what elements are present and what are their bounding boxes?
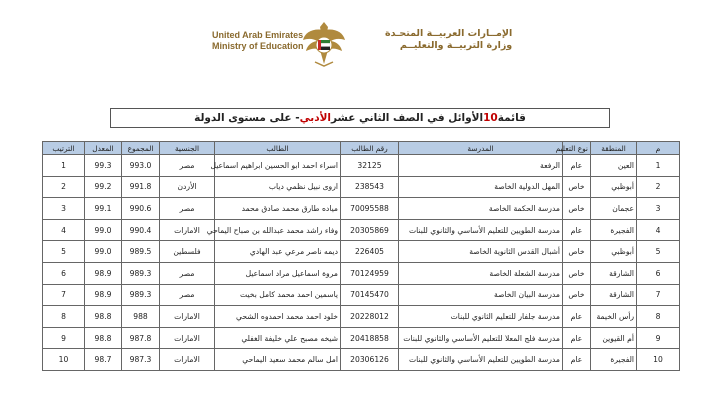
row-number: 7 xyxy=(637,284,680,306)
table-row xyxy=(43,219,680,241)
cell-student-id: 20418858 xyxy=(341,327,399,349)
title-count: 10 xyxy=(483,112,498,124)
cell-total: 990.4 xyxy=(122,219,160,241)
cell-type: عام xyxy=(563,349,591,371)
cell-region: الشارقة xyxy=(591,284,637,306)
header-student-id: رقم الطالب xyxy=(341,142,399,155)
cell-school: مدرسة الطويين للتعليم الأساسي والثانوي للبنات xyxy=(399,219,563,241)
cell-rank: 2 xyxy=(43,176,85,198)
cell-student: ياسمين احمد محمد كامل بخيت xyxy=(215,284,341,306)
cell-nationality: مصر xyxy=(160,262,215,284)
table-row xyxy=(43,241,680,263)
cell-school: مدرسة فلج المعلا للتعليم الأساسي والثانوي للبنات xyxy=(399,327,563,349)
cell-total: 991.8 xyxy=(122,176,160,198)
title-part1: قائمة xyxy=(497,112,526,124)
cell-total: 990.6 xyxy=(122,198,160,220)
row-number: 10 xyxy=(637,349,680,371)
table-header-row xyxy=(43,142,680,155)
cell-type: عام xyxy=(563,155,591,177)
cell-rank: 3 xyxy=(43,198,85,220)
row-number: 3 xyxy=(637,198,680,220)
table-row xyxy=(43,155,680,177)
cell-type: خاص xyxy=(563,241,591,263)
cell-rank: 5 xyxy=(43,241,85,263)
cell-region: أبوظبي xyxy=(591,176,637,198)
cell-total: 987.8 xyxy=(122,327,160,349)
row-number: 9 xyxy=(637,327,680,349)
cell-nationality: الامارات xyxy=(160,306,215,328)
ministry-arabic-name xyxy=(385,28,512,52)
header-rank: الترتيب xyxy=(43,142,85,155)
cell-avg: 98.7 xyxy=(85,349,122,371)
cell-student: اروى نبيل نظمي دياب xyxy=(215,176,341,198)
top-students-table xyxy=(42,141,680,371)
cell-student: مروة اسماعيل مراد اسماعيل xyxy=(215,262,341,284)
cell-school: مدرسة الحكمة الخاصة xyxy=(399,198,563,220)
cell-type: عام xyxy=(563,306,591,328)
header-nationality: الجنسية xyxy=(160,142,215,155)
cell-nationality: الامارات xyxy=(160,349,215,371)
cell-school: الرفعة xyxy=(399,155,563,177)
cell-total: 989.3 xyxy=(122,262,160,284)
cell-avg: 98.8 xyxy=(85,306,122,328)
cell-student-id: 32125 xyxy=(341,155,399,177)
cell-total: 988 xyxy=(122,306,160,328)
row-number: 4 xyxy=(637,219,680,241)
cell-student-id: 70145470 xyxy=(341,284,399,306)
cell-student: مياده طارق محمد صادق محمد xyxy=(215,198,341,220)
cell-rank: 9 xyxy=(43,327,85,349)
cell-school: مدرسة الطويين للتعليم الأساسي والثانوي للبنات xyxy=(399,349,563,371)
cell-nationality: فلسطين xyxy=(160,241,215,263)
cell-avg: 98.9 xyxy=(85,284,122,306)
cell-region: عجمان xyxy=(591,198,637,220)
ministry-name-ar: وزارة التربيــة والتعليــم xyxy=(399,40,513,51)
uae-emblem-logo xyxy=(301,18,347,68)
row-number: 1 xyxy=(637,155,680,177)
cell-region: العين xyxy=(591,155,637,177)
cell-total: 993.0 xyxy=(122,155,160,177)
cell-type: خاص xyxy=(563,284,591,306)
title-part2: الأوائل في الصف الثاني عشر xyxy=(331,112,484,124)
header-avg: المعدل xyxy=(85,142,122,155)
cell-region: الفجيرة xyxy=(591,219,637,241)
cell-school: مدرسة الشعلة الخاصة xyxy=(399,262,563,284)
cell-region: أم القيوين xyxy=(591,327,637,349)
table-row xyxy=(43,349,680,371)
cell-rank: 7 xyxy=(43,284,85,306)
document-title xyxy=(110,108,610,128)
cell-nationality: مصر xyxy=(160,155,215,177)
cell-student: ديمه ناصر مرعي عبد الهادي xyxy=(215,241,341,263)
cell-region: أبوظبي xyxy=(591,241,637,263)
cell-nationality: مصر xyxy=(160,198,215,220)
table-row xyxy=(43,198,680,220)
ministry-name-en: Ministry of Education xyxy=(212,41,304,51)
cell-region: الفجيرة xyxy=(591,349,637,371)
cell-total: 989.3 xyxy=(122,284,160,306)
cell-student: شيخه مصبح علي خليفة الغفلي xyxy=(215,327,341,349)
cell-student-id: 238543 xyxy=(341,176,399,198)
cell-avg: 99.1 xyxy=(85,198,122,220)
table-row xyxy=(43,327,680,349)
cell-type: خاص xyxy=(563,198,591,220)
cell-type: عام xyxy=(563,327,591,349)
country-name-ar: الإمــارات العربيــة المتحـدة xyxy=(385,28,513,39)
title-part3: - على مستوى الدولة xyxy=(194,112,300,124)
cell-avg: 98.9 xyxy=(85,262,122,284)
country-name-en: United Arab Emirates xyxy=(212,30,304,40)
header-total: المجموع xyxy=(122,142,160,155)
cell-student: اسراء احمد ابو الحسين ابراهيم اسماعيل xyxy=(215,155,341,177)
row-number: 8 xyxy=(637,306,680,328)
cell-avg: 99.0 xyxy=(85,219,122,241)
row-number: 5 xyxy=(637,241,680,263)
row-number: 2 xyxy=(637,176,680,198)
header-region: المنطقة xyxy=(591,142,637,155)
cell-avg: 99.0 xyxy=(85,241,122,263)
cell-student: امل سالم محمد سعيد اليماحي xyxy=(215,349,341,371)
cell-rank: 1 xyxy=(43,155,85,177)
cell-nationality: الأردن xyxy=(160,176,215,198)
cell-type: عام xyxy=(563,219,591,241)
cell-student-id: 70124959 xyxy=(341,262,399,284)
cell-school: المهل الدولية الخاصة xyxy=(399,176,563,198)
cell-nationality: الامارات xyxy=(160,219,215,241)
cell-type: خاص xyxy=(563,176,591,198)
header-type: نوع التعليم xyxy=(563,142,591,155)
cell-rank: 8 xyxy=(43,306,85,328)
ministry-english-name xyxy=(212,30,304,52)
table-row xyxy=(43,176,680,198)
row-number: 6 xyxy=(637,262,680,284)
cell-student-id: 20306126 xyxy=(341,349,399,371)
table-row xyxy=(43,262,680,284)
cell-rank: 6 xyxy=(43,262,85,284)
cell-total: 989.5 xyxy=(122,241,160,263)
cell-student-id: 20228012 xyxy=(341,306,399,328)
cell-student-id: 226405 xyxy=(341,241,399,263)
title-track: الأدبي xyxy=(299,112,331,124)
cell-avg: 99.3 xyxy=(85,155,122,177)
cell-avg: 99.2 xyxy=(85,176,122,198)
cell-total: 987.3 xyxy=(122,349,160,371)
cell-rank: 4 xyxy=(43,219,85,241)
cell-school: مدرسة البيان الخاصة xyxy=(399,284,563,306)
cell-school: مدرسة جلفار للتعليم الثانوي للبنات xyxy=(399,306,563,328)
cell-student-id: 20305869 xyxy=(341,219,399,241)
cell-nationality: الامارات xyxy=(160,327,215,349)
cell-rank: 10 xyxy=(43,349,85,371)
cell-student-id: 70095588 xyxy=(341,198,399,220)
cell-avg: 98.8 xyxy=(85,327,122,349)
cell-student: وفاء راشد محمد عبدالله بن صباح اليماحي xyxy=(215,219,341,241)
header-m: م xyxy=(637,142,680,155)
cell-school: أشبال القدس الثانوية الخاصة xyxy=(399,241,563,263)
header-school: المدرسة xyxy=(399,142,563,155)
header-student: الطالب xyxy=(215,142,341,155)
cell-nationality: مصر xyxy=(160,284,215,306)
cell-region: رأس الخيمة xyxy=(591,306,637,328)
table-row xyxy=(43,284,680,306)
cell-region: الشارقة xyxy=(591,262,637,284)
cell-type: خاص xyxy=(563,262,591,284)
table-row xyxy=(43,306,680,328)
cell-student: خلود احمد محمد احمدوه الشحي xyxy=(215,306,341,328)
